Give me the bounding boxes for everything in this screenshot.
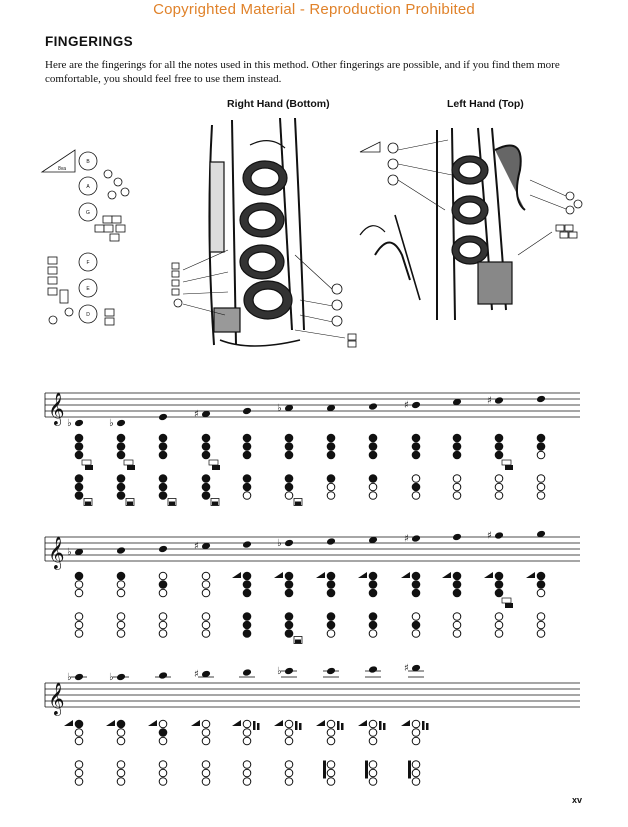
fingering-chart xyxy=(243,434,251,499)
note xyxy=(242,407,252,416)
fingering-row-3 xyxy=(64,720,429,785)
fingering-chart xyxy=(274,572,302,644)
fingering-chart xyxy=(412,434,420,499)
fingering-chart xyxy=(316,720,344,785)
fingering-chart xyxy=(191,720,210,785)
svg-text:♯: ♯ xyxy=(404,400,409,411)
note xyxy=(109,672,129,683)
fingering-chart xyxy=(401,720,429,785)
fingering-chart xyxy=(358,572,377,637)
note xyxy=(323,667,339,677)
fingering-row-1 xyxy=(75,434,545,505)
svg-text:♯: ♯ xyxy=(404,663,409,674)
note xyxy=(277,538,294,549)
note xyxy=(67,418,84,429)
note xyxy=(239,668,255,677)
fingering-chart xyxy=(232,572,251,637)
fingering-chart xyxy=(537,434,545,499)
svg-text:♯: ♯ xyxy=(194,409,199,420)
left-hand-label: Left Hand (Top) xyxy=(447,98,524,110)
fingering-chart xyxy=(401,572,420,637)
key-f-label: F xyxy=(86,260,90,266)
notes-row-3 xyxy=(67,663,424,683)
key-d-label: D xyxy=(86,312,90,318)
svg-text:♯: ♯ xyxy=(404,533,409,545)
page-number: xv xyxy=(571,795,582,805)
fingering-chart xyxy=(64,720,83,785)
svg-text:♯: ♯ xyxy=(487,530,492,542)
svg-text:♭: ♭ xyxy=(67,418,72,429)
note xyxy=(365,665,381,677)
svg-text:♭: ♭ xyxy=(109,418,114,429)
note xyxy=(116,546,126,555)
fingering-chart xyxy=(285,434,302,505)
fingering-chart xyxy=(117,572,125,637)
note xyxy=(158,413,168,422)
fingering-chart xyxy=(358,720,386,785)
note xyxy=(404,663,424,677)
fingering-chart xyxy=(159,572,167,637)
intro-paragraph: Here are the fingerings for all the notes used in this method. Other fingerings are possible, and if you find them more comfortable, you should feel free to use them instead. xyxy=(45,59,560,85)
copyright-banner: Copyrighted Material - Reproduction Prohibited xyxy=(153,1,475,18)
notes-row-2 xyxy=(67,530,546,558)
note xyxy=(109,418,126,429)
note xyxy=(452,533,462,542)
key-diagram xyxy=(42,150,129,325)
svg-text:♭: ♭ xyxy=(67,672,72,683)
svg-text:♭: ♭ xyxy=(67,547,72,558)
svg-text:♭: ♭ xyxy=(109,672,114,683)
fingering-chart xyxy=(495,434,513,499)
key-b-label: B xyxy=(86,159,90,165)
svg-text:♭: ♭ xyxy=(277,403,282,414)
fingering-chart xyxy=(117,434,135,505)
note xyxy=(368,402,378,411)
fingering-chart xyxy=(202,434,220,505)
key-a-label: A xyxy=(86,184,90,190)
fingering-chart xyxy=(75,434,93,505)
note xyxy=(155,671,171,680)
note xyxy=(277,666,297,677)
key-g-label: G xyxy=(86,210,90,216)
note xyxy=(536,395,546,404)
staff-row-3 xyxy=(45,682,580,716)
fingering-chart xyxy=(159,434,176,505)
treble-clef-3: 𝄞 xyxy=(48,682,65,715)
fingering-chart xyxy=(148,720,167,785)
fingering-chart xyxy=(106,720,125,785)
octave-key-label: 8va xyxy=(57,166,67,172)
note xyxy=(158,545,168,554)
note xyxy=(404,400,421,411)
left-hand-illustration xyxy=(360,128,582,320)
treble-clef-1: 𝄞 xyxy=(48,392,65,425)
fingering-chart xyxy=(453,434,461,499)
note xyxy=(326,537,336,546)
fingering-chart xyxy=(484,572,513,637)
fingering-chart xyxy=(327,434,335,499)
svg-text:♭: ♭ xyxy=(277,666,282,677)
right-hand-illustration xyxy=(172,118,356,347)
right-hand-label: Right Hand (Bottom) xyxy=(227,98,330,110)
fingering-chart xyxy=(75,572,83,637)
fingering-chart xyxy=(202,572,210,637)
svg-text:♯: ♯ xyxy=(194,541,199,552)
note xyxy=(67,672,87,683)
fingering-chart xyxy=(369,434,377,499)
notes-row-1 xyxy=(67,395,546,429)
fingering-chart xyxy=(316,572,335,637)
svg-text:♭: ♭ xyxy=(277,538,282,549)
fingering-chart xyxy=(232,720,260,785)
svg-text:♯: ♯ xyxy=(194,669,199,680)
page-title: FINGERINGS xyxy=(45,34,134,49)
fingering-chart xyxy=(274,720,302,785)
staff-row-1 xyxy=(45,392,580,426)
note xyxy=(194,669,214,680)
fingering-chart xyxy=(442,572,461,637)
svg-text:♯: ♯ xyxy=(487,395,492,407)
treble-clef-2: 𝄞 xyxy=(48,536,65,569)
staff-row-2 xyxy=(45,533,580,570)
fingering-chart xyxy=(526,572,545,637)
key-e-label: E xyxy=(86,286,90,292)
note xyxy=(487,531,504,542)
note xyxy=(242,540,252,549)
fingering-row-2 xyxy=(75,572,545,644)
